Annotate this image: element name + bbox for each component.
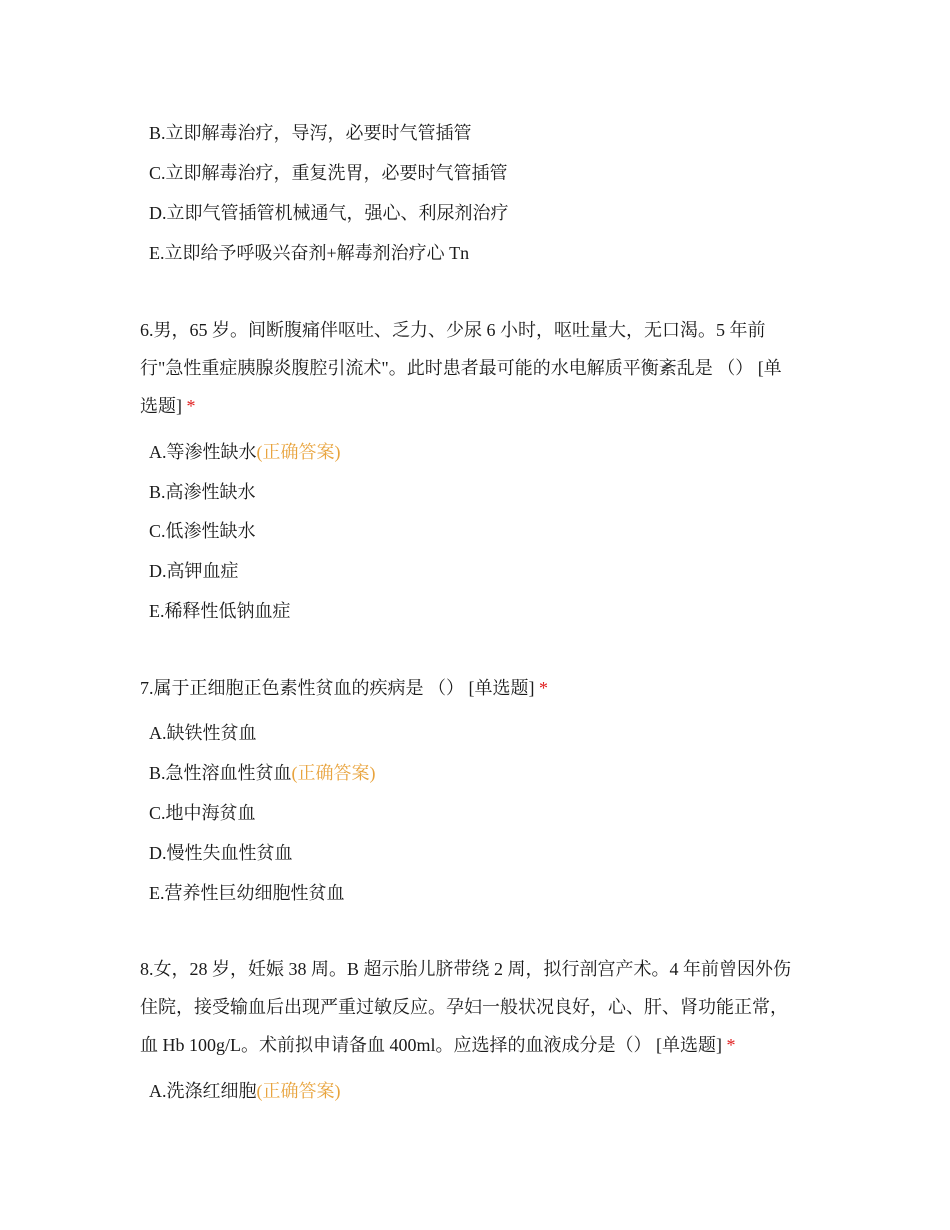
- q7-option-b: [149, 761, 376, 785]
- required-mark: *: [726, 1035, 736, 1055]
- correct-answer-tag: (正确答案): [256, 1081, 341, 1101]
- q6-stem-line-2: 行"急性重症胰腺炎腹腔引流术"。此时患者最可能的水电解质平衡紊乱是 （） [单: [140, 358, 782, 378]
- q7-option-c: C.地中海贫血: [149, 803, 256, 823]
- required-mark: *: [539, 678, 548, 698]
- q6-option-d: D.高钾血症: [149, 561, 239, 581]
- option-text: A.等渗性缺水: [149, 442, 257, 462]
- q5-option-b: B.立即解毒治疗，导泻，必要时气管插管: [149, 123, 472, 143]
- q8-option-a: [149, 1079, 341, 1103]
- correct-answer-tag: (正确答案): [291, 763, 376, 783]
- q7-option-a: A.缺铁性贫血: [149, 723, 257, 743]
- q6-option-c: C.低渗性缺水: [149, 521, 256, 541]
- q7-stem: [140, 676, 548, 700]
- q8-stem-line-3: [140, 1033, 735, 1057]
- q6-stem-line-3: [140, 394, 196, 418]
- correct-answer-tag: (正确答案): [256, 442, 341, 462]
- option-text: A.洗涤红细胞: [149, 1081, 257, 1101]
- q6-option-e: E.稀释性低钠血症: [149, 601, 291, 621]
- q5-option-c: C.立即解毒治疗，重复洗胃，必要时气管插管: [149, 163, 508, 183]
- required-mark: *: [186, 396, 196, 416]
- q6-stem-line-1: 6.男，65 岁。间断腹痛伴呕吐、乏力、少尿 6 小时，呕吐量大，无口渴。5 年前: [140, 320, 766, 340]
- q8-stem-line-2: 住院，接受输血后出现严重过敏反应。孕妇一般状况良好，心、肝、肾功能正常，: [140, 997, 788, 1017]
- q6-stem-text: 选题]: [140, 396, 182, 416]
- q8-stem-line-1: 8.女，28 岁，妊娠 38 周。B 超示胎儿脐带绕 2 周，拟行剖宫产术。4 年前曾因外伤: [140, 959, 792, 979]
- q7-option-d: D.慢性失血性贫血: [149, 843, 293, 863]
- q5-option-e: E.立即给予呼吸兴奋剂+解毒剂治疗心 Tn: [149, 243, 470, 263]
- q5-option-d: D.立即气管插管机械通气，强心、利尿剂治疗: [149, 203, 509, 223]
- q6-option-a: [149, 440, 341, 464]
- q6-option-b: B.高渗性缺水: [149, 482, 256, 502]
- q7-stem-text: 7.属于正细胞正色素性贫血的疾病是 （） [单选题]: [140, 678, 535, 698]
- option-text: B.急性溶血性贫血: [149, 763, 292, 783]
- q8-stem-text: 血 Hb 100g/L。术前拟申请备血 400ml。应选择的血液成分是（） [单选题]: [140, 1035, 722, 1055]
- q7-option-e: E.营养性巨幼细胞性贫血: [149, 883, 345, 903]
